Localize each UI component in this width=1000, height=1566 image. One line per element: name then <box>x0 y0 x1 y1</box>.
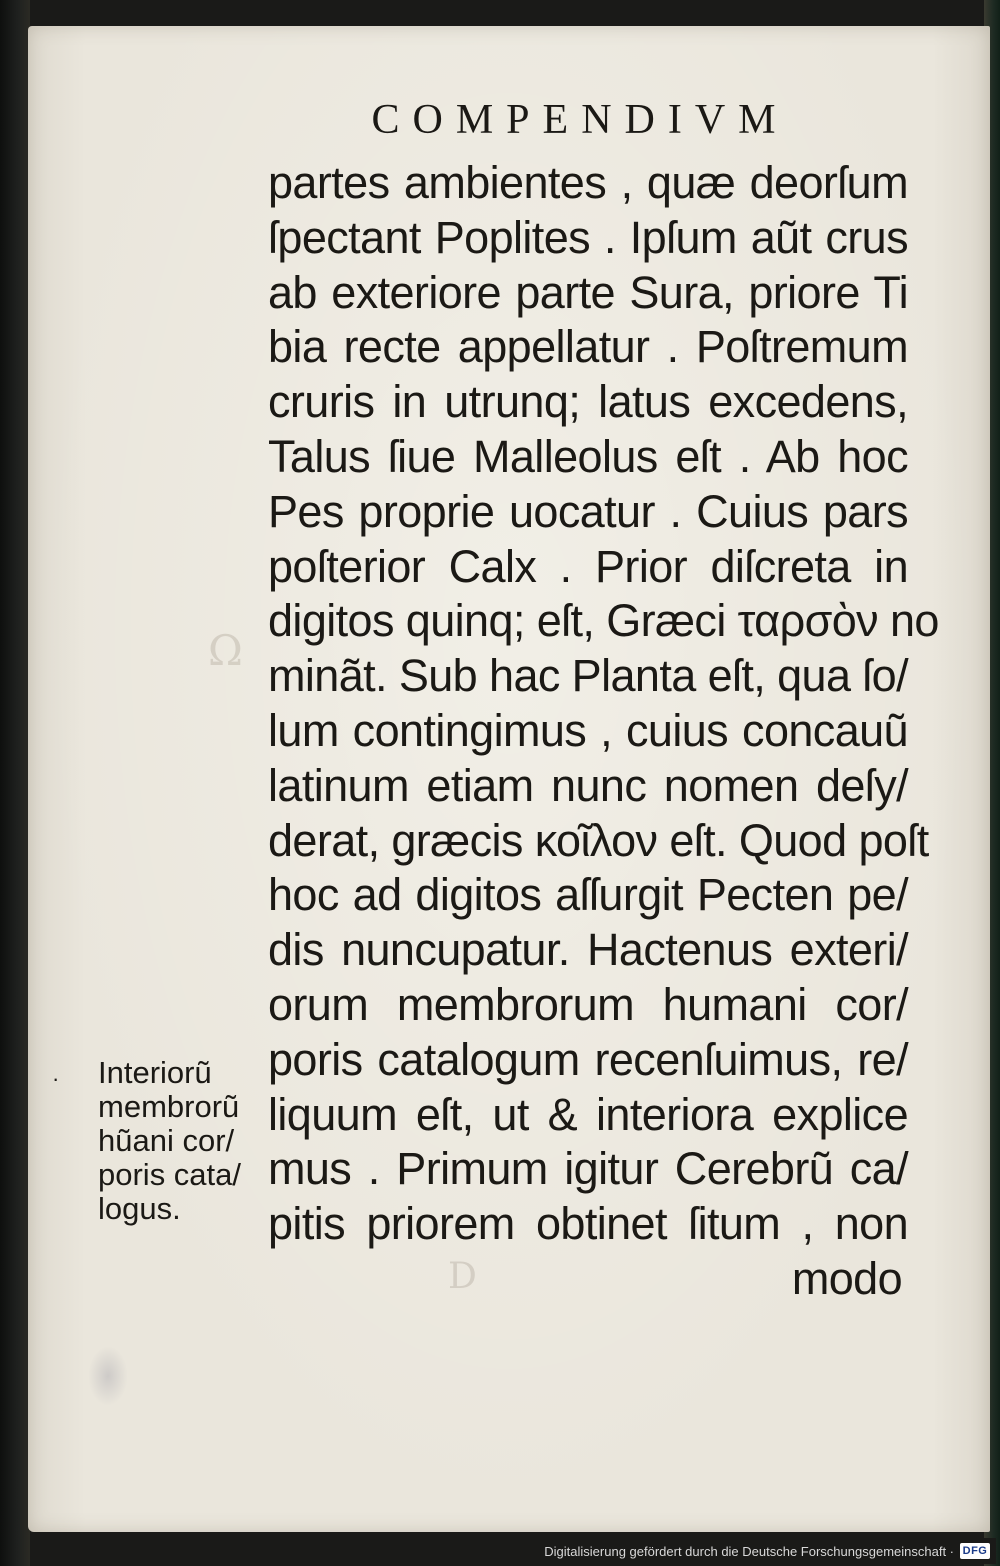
text-line: cruris in utrunq; latus excedens, <box>268 376 908 428</box>
marginal-note-line: logus. <box>98 1191 181 1226</box>
marginal-note-line: membrorũ <box>98 1089 240 1124</box>
marginal-note-line: hũani cor/ <box>98 1123 235 1158</box>
dfg-logo-text: DFG <box>962 1545 988 1557</box>
text-line: pitis priorem obtinet ſitum , non <box>268 1198 908 1250</box>
text-line: digitos quinq; eſt, Græci ταρσὸν no <box>268 595 939 647</box>
text-line: latinum etiam nunc nomen deſy/ <box>268 759 908 811</box>
text-line: Talus ſiue Malleolus eſt . Ab hoc <box>268 430 908 482</box>
show-through-ink: Ω <box>208 626 245 675</box>
show-through-ink: D <box>448 1256 479 1297</box>
text-line: dis nuncupatur. Hactenus exteri/ <box>268 924 908 976</box>
paper-stain <box>88 1346 128 1406</box>
marginal-mark: · <box>52 1066 60 1091</box>
text-line: mus . Primum igitur Cerebrũ ca/ <box>268 1143 908 1195</box>
marginal-note-line: Interiorũ <box>98 1055 212 1090</box>
text-line: modo <box>791 1252 902 1304</box>
text-line: Pes proprie uocatur . Cuius pars <box>268 485 908 537</box>
text-line: ſpectant Poplites . Ipſum aũt crus <box>268 211 908 263</box>
text-line: minãt. Sub hac Planta eſt, qua ſo/ <box>268 650 909 702</box>
marginal-note <box>52 1055 264 1226</box>
book-spine-edge <box>0 0 30 1566</box>
credit-text: Digitalisierung gefördert durch die Deutsche Forschungsgemeinschaft · <box>544 1543 954 1559</box>
marginal-note-line: poris cata/ <box>98 1157 242 1192</box>
body-text <box>268 156 939 1307</box>
text-line: poris catalogum recenſuimus, re/ <box>268 1033 908 1085</box>
text-line: orum membrorum humani cor/ <box>268 978 908 1030</box>
text-line: derat, græcis κοῖλον eſt. Quod poſt <box>268 814 929 866</box>
digitization-credit <box>538 1538 996 1564</box>
running-head: COMPENDIVM <box>371 97 789 143</box>
text-line: bia recte appellatur . Poſtremum <box>268 321 908 373</box>
text-line: ab exteriore parte Sura, priore Ti <box>268 266 908 318</box>
text-line: partes ambientes , quæ deorſum <box>268 157 908 208</box>
text-line: hoc ad digitos aſſurgit Pecten pe/ <box>268 869 908 921</box>
text-line: lum contingimus , cuius concauũ <box>268 704 908 756</box>
text-line: poſterior Calx . Prior diſcreta in <box>268 540 908 592</box>
text-line: liquum eſt, ut & interiora explice <box>268 1088 908 1140</box>
dfg-logo-icon <box>960 1543 990 1559</box>
